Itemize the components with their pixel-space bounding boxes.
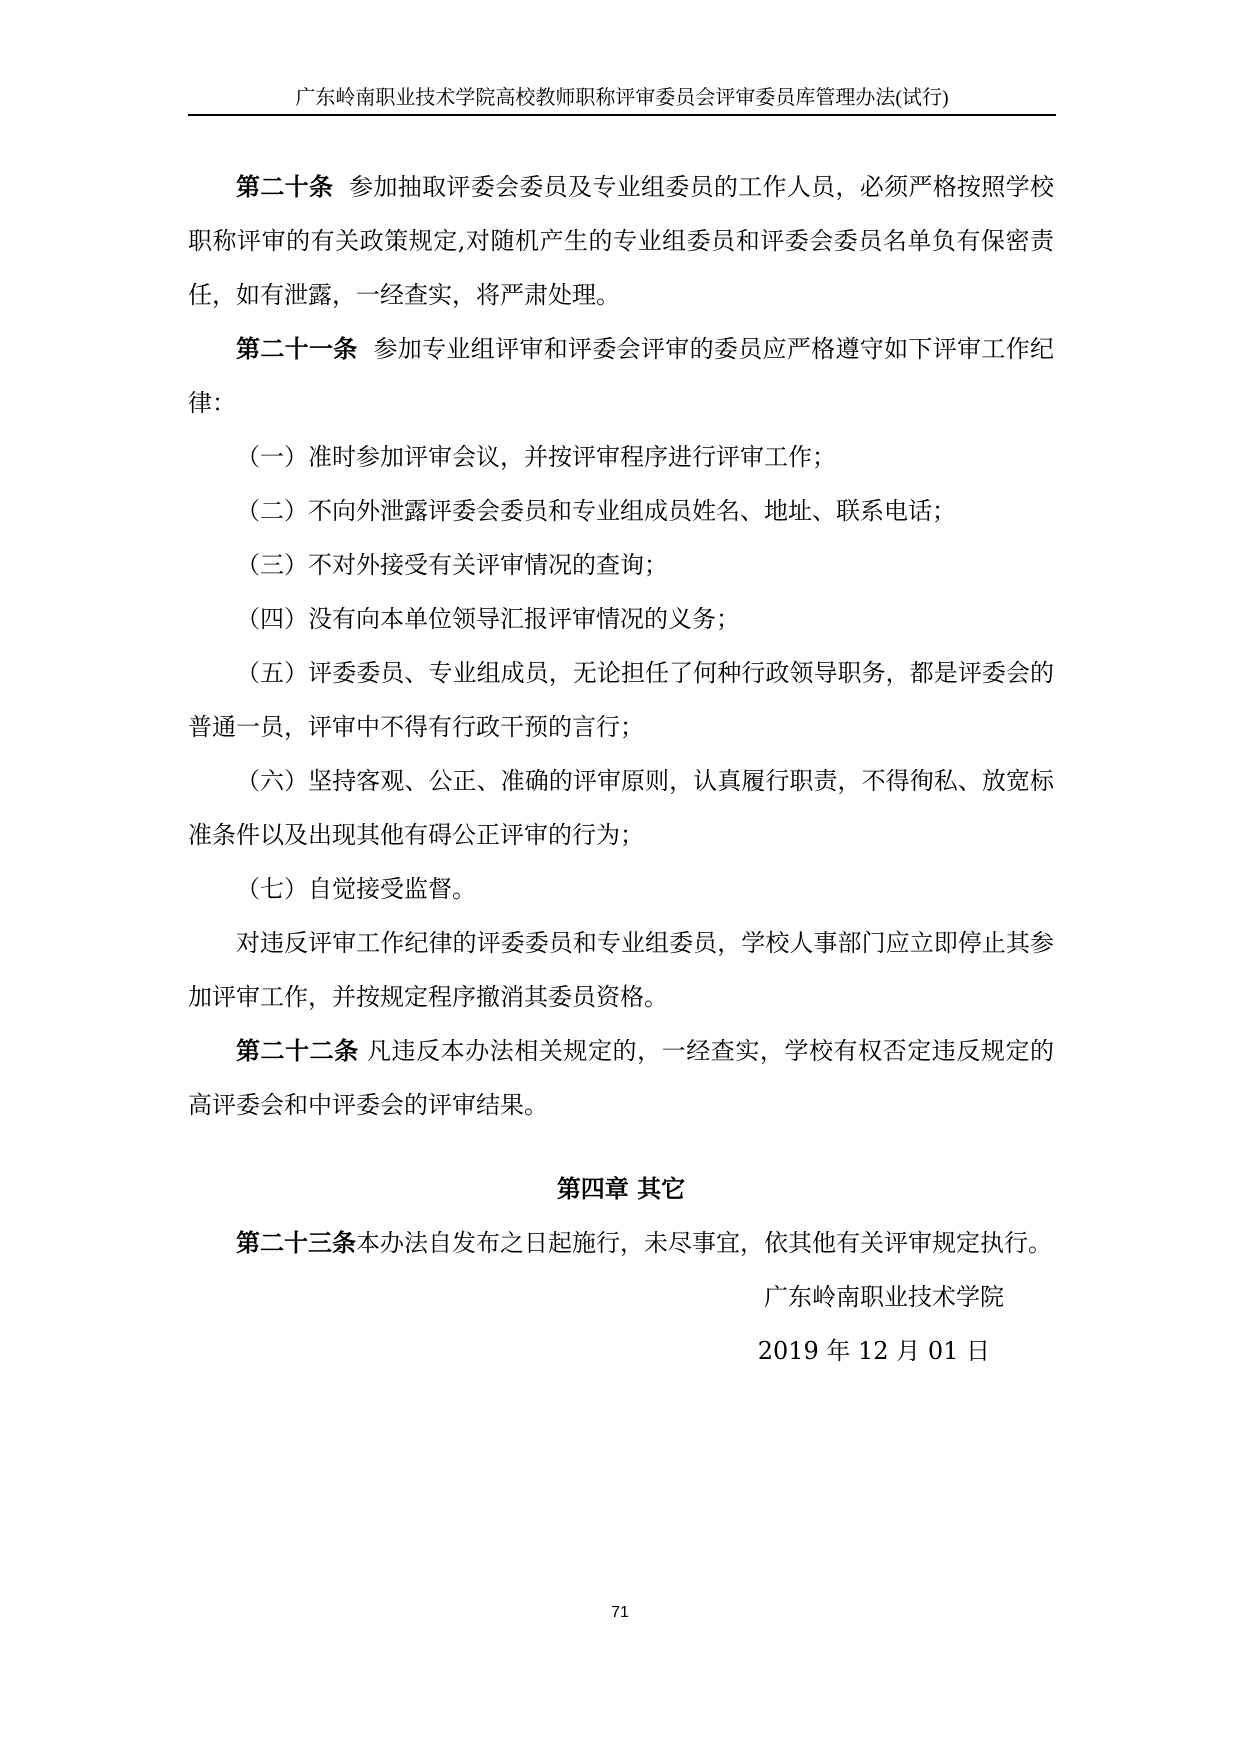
article-21 — [188, 322, 1054, 430]
document-body — [188, 160, 1054, 1378]
article-20 — [188, 160, 1054, 322]
article-20-label: 第二十条 — [236, 172, 334, 201]
article-22-label: 第二十二条 — [236, 1036, 359, 1065]
article-21-item-3: （三）不对外接受有关评审情况的查询； — [236, 551, 668, 579]
chapter-4-title: 第四章 其它 — [556, 1174, 686, 1203]
article-21-label: 第二十一条 — [236, 334, 358, 363]
article-21-text: 参加专业组评审和评委会评审的委员应严格遵守如下评审工作纪律： — [188, 335, 1055, 417]
article-21-item-4: （四）没有向本单位领导汇报评审情况的义务； — [236, 605, 740, 633]
article-23-label: 第二十三条 — [236, 1228, 356, 1257]
article-21-item-6: （六）坚持客观、公正、准确的评审原则，认真履行职责，不得徇私、放宽标准条件以及出现其他有碍公正评审的行为； — [188, 767, 1054, 849]
header-divider — [188, 114, 1056, 116]
article-21-item-2: （二）不向外泄露评委会委员和专业组成员姓名、地址、联系电话； — [236, 497, 956, 525]
article-23-text: 本办法自发布之日起施行，未尽事宜，依其他有关评审规定执行。 — [356, 1229, 1052, 1257]
signature-date: 2019 年 12 月 01 日 — [757, 1337, 990, 1365]
article-21-closing: 对违反评审工作纪律的评委委员和专业组委员，学校人事部门应立即停止其参加评审工作，并按规定程序撤消其委员资格。 — [188, 929, 1054, 1011]
article-21-item-7: （七）自觉接受监督。 — [236, 875, 476, 903]
article-22-text: 凡违反本办法相关规定的，一经查实，学校有权否定违反规定的高评委会和中评委会的评审结果。 — [188, 1037, 1055, 1119]
article-21-item-5: （五）评委委员、专业组成员，无论担任了何种行政领导职务，都是评委会的普通一员，评审中不得有行政干预的言行； — [188, 659, 1054, 741]
article-23 — [188, 1216, 1054, 1270]
article-21-item-1: （一）准时参加评审会议，并按评审程序进行评审工作； — [236, 443, 836, 471]
page-number: 71 — [611, 1604, 629, 1621]
article-20-text: 参加抽取评委会委员及专业组委员的工作人员，必须严格按照学校职称评审的有关政策规定,对随机产生的专业组委员和评委会委员名单负有保密责任，如有泄露，一经查实，将严肃处理。 — [188, 173, 1054, 309]
article-22 — [188, 1024, 1054, 1132]
page-header-title: 广东岭南职业技术学院高校教师职称评审委员会评审委员库管理办法(试行) — [295, 87, 949, 109]
signature-org: 广东岭南职业技术学院 — [764, 1283, 1004, 1311]
